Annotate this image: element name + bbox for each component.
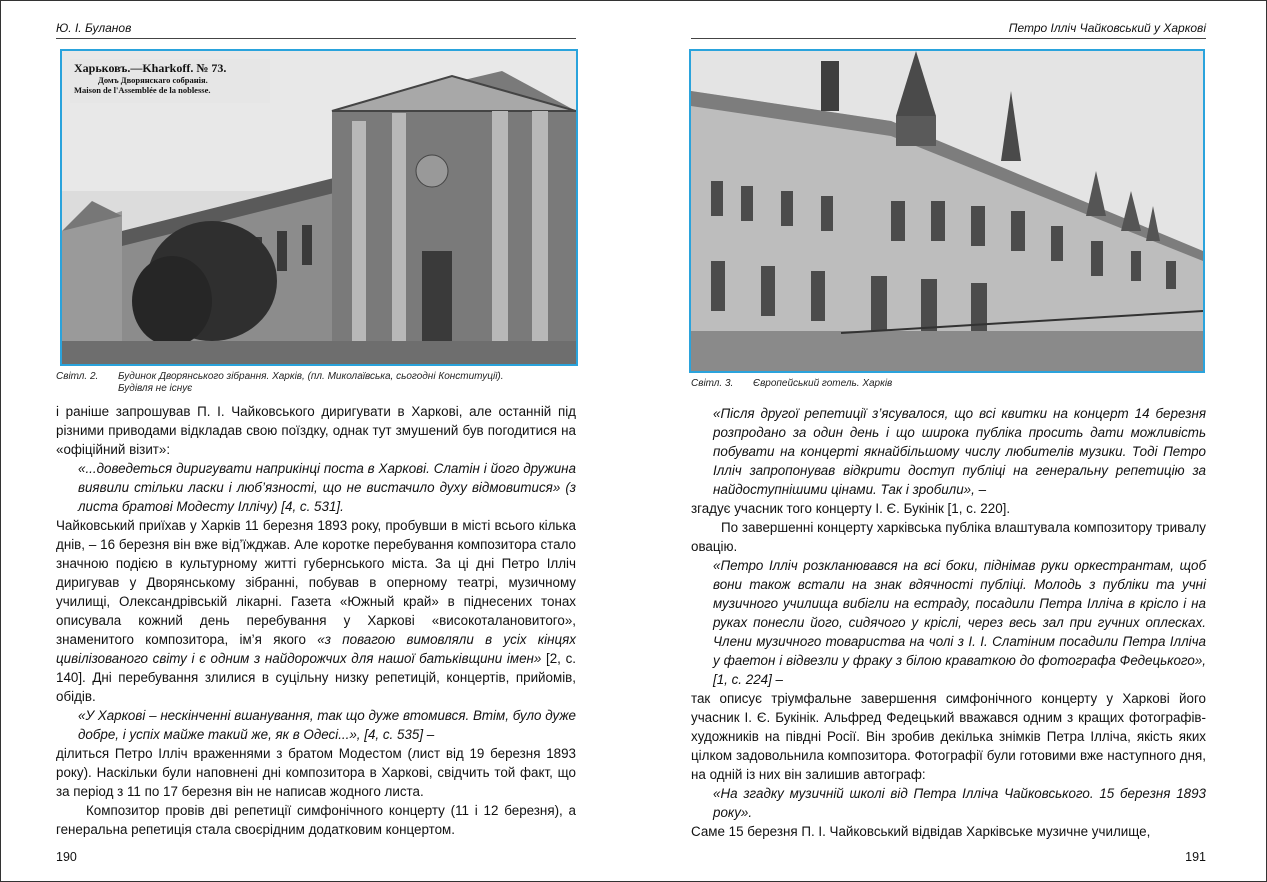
overlay-line-2: Домъ Дворянскаго собранія. [98, 75, 208, 85]
caption-line-1: Європейський готель. Харків [753, 378, 893, 389]
quote: «У Харкові – нескінченні вшанування, так що дуже втомився. Втім, було дуже добре, і успіх майже такий же, як в Одесі...», [4, с. 535] – [78, 708, 576, 742]
quote: «...доведеться диригувати наприкінці поста в Харкові. Слатін і його дружина виявили стільки ласки і люб’язності, що не вистачило духу відмовитися» (з листа братові Модесту Іллічу) [4, с. 531]. [78, 461, 576, 514]
paragraph: ділиться Петро Ілліч враженнями з братом Модестом (лист від 19 березня 1893 року). Наскільки були наповнені дні композитора в Харкові, свідчить той факт, що за період з 11 по 17 березня він не написав жодного листа. [56, 746, 576, 799]
paragraph: По завершенні концерту харківська публіка влаштувала композитору тривалу овацію. [691, 520, 1206, 554]
paragraph: згадує учасник того концерту І. Є. Букінік [1, с. 220]. [691, 501, 1011, 516]
page-number-right: 191 [1185, 850, 1206, 864]
caption-number: Світл. 2. [56, 371, 99, 382]
overlay-line-3: Maison de l'Assemblée de la noblesse. [74, 85, 211, 95]
paragraph: Саме 15 березня П. І. Чайковський відвідав Харківське музичне училище, [691, 824, 1151, 839]
running-header-right: Петро Ілліч Чайковський у Харкові [691, 21, 1206, 39]
right-body-text [691, 404, 1206, 841]
caption-line-1: Будинок Дворянського зібрання. Харків, (пл. Миколаївська, сьогодні Конституції). [118, 371, 504, 382]
quote: «Після другої репетиції з’ясувалося, що всі квитки на концерт 14 березня розпродано за один день і що широка публіка просить дати можливість побувати на концерті якнайбільшому числу любителів музики. Тоді Петро Ілліч запропонував відкрити доступ публіці на генеральну репетицію за найдоступнішими цінами. Так і зробили», – [713, 406, 1206, 497]
running-header-left: Ю. І. Буланов [56, 21, 576, 39]
caption-photo-2 [56, 371, 576, 395]
right-page [691, 1, 1206, 881]
noble-assembly-illustration [62, 51, 576, 364]
paragraph: Композитор провів дві репетиції симфонічного концерту (11 і 12 березня), а генеральна репетиція стала своєрідним додатковим концертом. [56, 803, 576, 837]
left-body-text [56, 402, 576, 839]
photo-european-hotel [689, 49, 1205, 373]
paragraph: і раніше запрошував П. І. Чайковського диригувати в Харкові, але останній під різними приводами відкладав свою поїздку, однак тут змушений був погодитися на «офіційний візит»: [56, 404, 576, 457]
photo-overlay-text [74, 61, 226, 95]
caption-photo-3 [691, 378, 1206, 390]
overlay-line-1: Харьковъ.—Kharkoff. № 73. [74, 61, 227, 75]
page-number-left: 190 [56, 850, 77, 864]
caption-line-2: Будівля не існує [118, 383, 193, 394]
photo-noble-assembly [60, 49, 578, 366]
european-hotel-illustration [691, 51, 1203, 371]
caption-number: Світл. 3. [691, 378, 734, 389]
quote: «Петро Ілліч розкланювався на всі боки, піднімав руки оркестрантам, щоб вони також встали на знак вдячності публіці. Молодь з публіки та учні музичного училища вибігли на естраду, посадили Петра Ілліча в крісло і на руках понесли його, сидячого у кріслі, через весь зал при гучних оплесках. Члени музичного товариства на чолі з І. І. Слатіним посадили Петра Ілліча у фаетон і відвезли у фраку з білою краваткою до фотографа Федецького», [1, с. 224] – [713, 558, 1206, 687]
paragraph: так описує тріумфальне завершення симфонічного концерту у Харкові його учасник І. Є. Букінік. Альфред Федецький вважався одним з кращих фотографів-художників на півдні Росії. Він зробив декілька знімків Петра Ілліча, якість яких цілком задовольнила композитора. Фотографії були готовими вже наступного дня, на одній із них він залишив автограф: [691, 691, 1206, 782]
paragraph: Чайковський приїхав у Харків 11 березня 1893 року, пробувши в місті всього кілька днів, – 16 березня він вже від’їжджав. Але коротке перебування композитора стало значною подією в культурному житті губернського міста. За ці дні Петро Ілліч диригував у Дворянському зібранні, побував в оперному театрі, музичному училищі, Олександрівській лікарні. Газета «Южный край» в піднесених тонах описувала кожний день перебування у Харкові «високоталановитого», знаменитого композитора, ім’я якого «з повагою вимовляли в усіх кінцях цивілізованого світу і є одним з найдорожчих для нашої батьківщини імен» [2, с. 140]. Дні перебування злилися в суцільну низку репетицій, концертів, прийомів, обідів. [56, 518, 576, 704]
quote: «На згадку музичній школі від Петра Ілліча Чайковського. 15 березня 1893 року». [713, 786, 1206, 820]
left-page [56, 1, 576, 881]
